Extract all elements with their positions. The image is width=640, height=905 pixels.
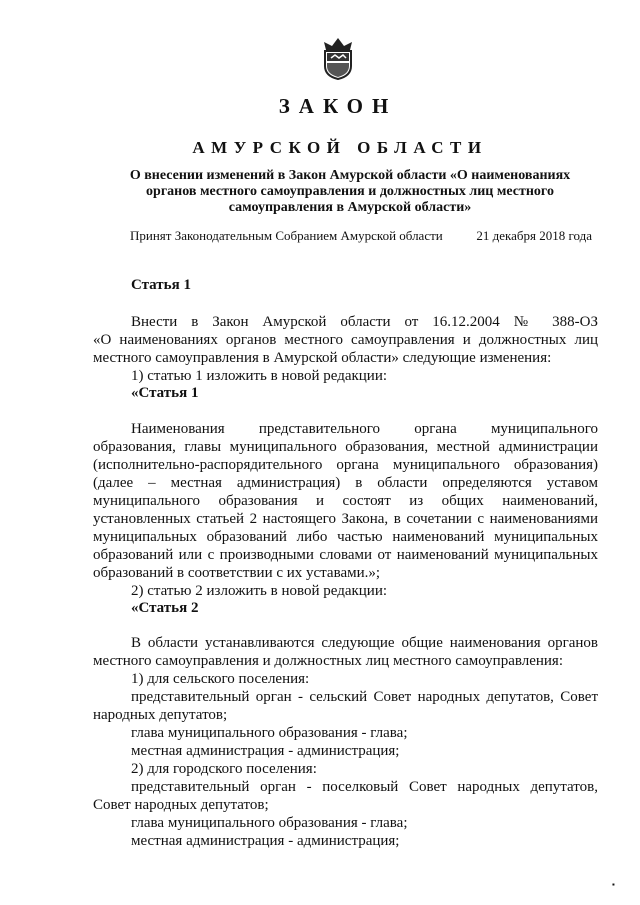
text-line: В области устанавливаются следующие общие наименования органов xyxy=(131,635,598,651)
subtitle-line: органов местного самоуправления и должностных лиц местного xyxy=(146,184,554,199)
text-line: 1) для сельского поселения: xyxy=(131,671,310,687)
text-line: Совет народных депутатов; xyxy=(93,797,269,813)
text-line: глава муниципального образования - глава; xyxy=(131,725,408,741)
text-line: местного самоуправления и должностных лиц местного самоуправления: xyxy=(93,653,563,669)
adopted-by: Принят Законодательным Собранием Амурской области xyxy=(130,228,443,243)
coat-of-arms-icon xyxy=(318,36,358,80)
text-line: образования, главы муниципального образования, местной администрации xyxy=(93,439,598,455)
subtitle-line: О внесении изменений в Закон Амурской области «О наименованиях xyxy=(129,168,571,183)
text-line: Наименования представительного органа муниципального xyxy=(131,421,598,437)
text-line: (далее – местная администрация) в области определяются уставом xyxy=(93,475,598,491)
text-line: представительный орган - поселковый Совет народных депутатов, xyxy=(131,779,598,795)
document-title: ЗАКОН xyxy=(278,94,398,118)
text-line: местного самоуправления в Амурской области» следующие изменения: xyxy=(93,350,552,366)
text-line: местная администрация - администрация; xyxy=(131,743,400,759)
text-line: муниципальных образований либо частью наименований муниципальных xyxy=(93,529,598,545)
text-line: (исполнительно-распорядительного органа муниципального образования) xyxy=(93,457,598,473)
text-line: 2) для городского поселения: xyxy=(131,761,317,777)
text-line: «О наименованиях органов местного самоуправления и должностных лиц xyxy=(93,332,598,348)
quoted-article-2-heading: «Статья 2 xyxy=(131,600,199,616)
text-line: установленных статьей 2 настоящего Закона, в сочетании с наименованиями xyxy=(93,511,598,527)
adoption-line xyxy=(130,228,592,244)
text-line: народных депутатов; xyxy=(93,707,228,723)
scan-mark: ▪ xyxy=(612,880,615,889)
text-line: образований или с производными словами от наименований муниципальных xyxy=(93,547,598,563)
article-1-heading: Статья 1 xyxy=(131,277,191,293)
quoted-article-1-heading: «Статья 1 xyxy=(131,385,199,401)
text-line: муниципального образования и состоят из общих наименований, xyxy=(93,493,598,509)
document-region: АМУРСКОЙ ОБЛАСТИ xyxy=(192,138,488,157)
text-line: представительный орган - сельский Совет народных депутатов, Совет xyxy=(131,689,598,705)
document-subtitle xyxy=(100,168,600,216)
text-line: глава муниципального образования - глава; xyxy=(131,815,408,831)
subtitle-line: самоуправления в Амурской области» xyxy=(228,200,472,215)
text-line: образований в соответствии с их уставами.»; xyxy=(93,565,381,581)
text-line: 1) статью 1 изложить в новой редакции: xyxy=(131,368,388,384)
text-line: 2) статью 2 изложить в новой редакции: xyxy=(131,583,388,599)
text-line: Внести в Закон Амурской области от 16.12.2004 № 388-ОЗ xyxy=(131,314,598,330)
text-line: местная администрация - администрация; xyxy=(131,833,400,849)
adopted-date: 21 декабря 2018 года xyxy=(476,228,592,243)
